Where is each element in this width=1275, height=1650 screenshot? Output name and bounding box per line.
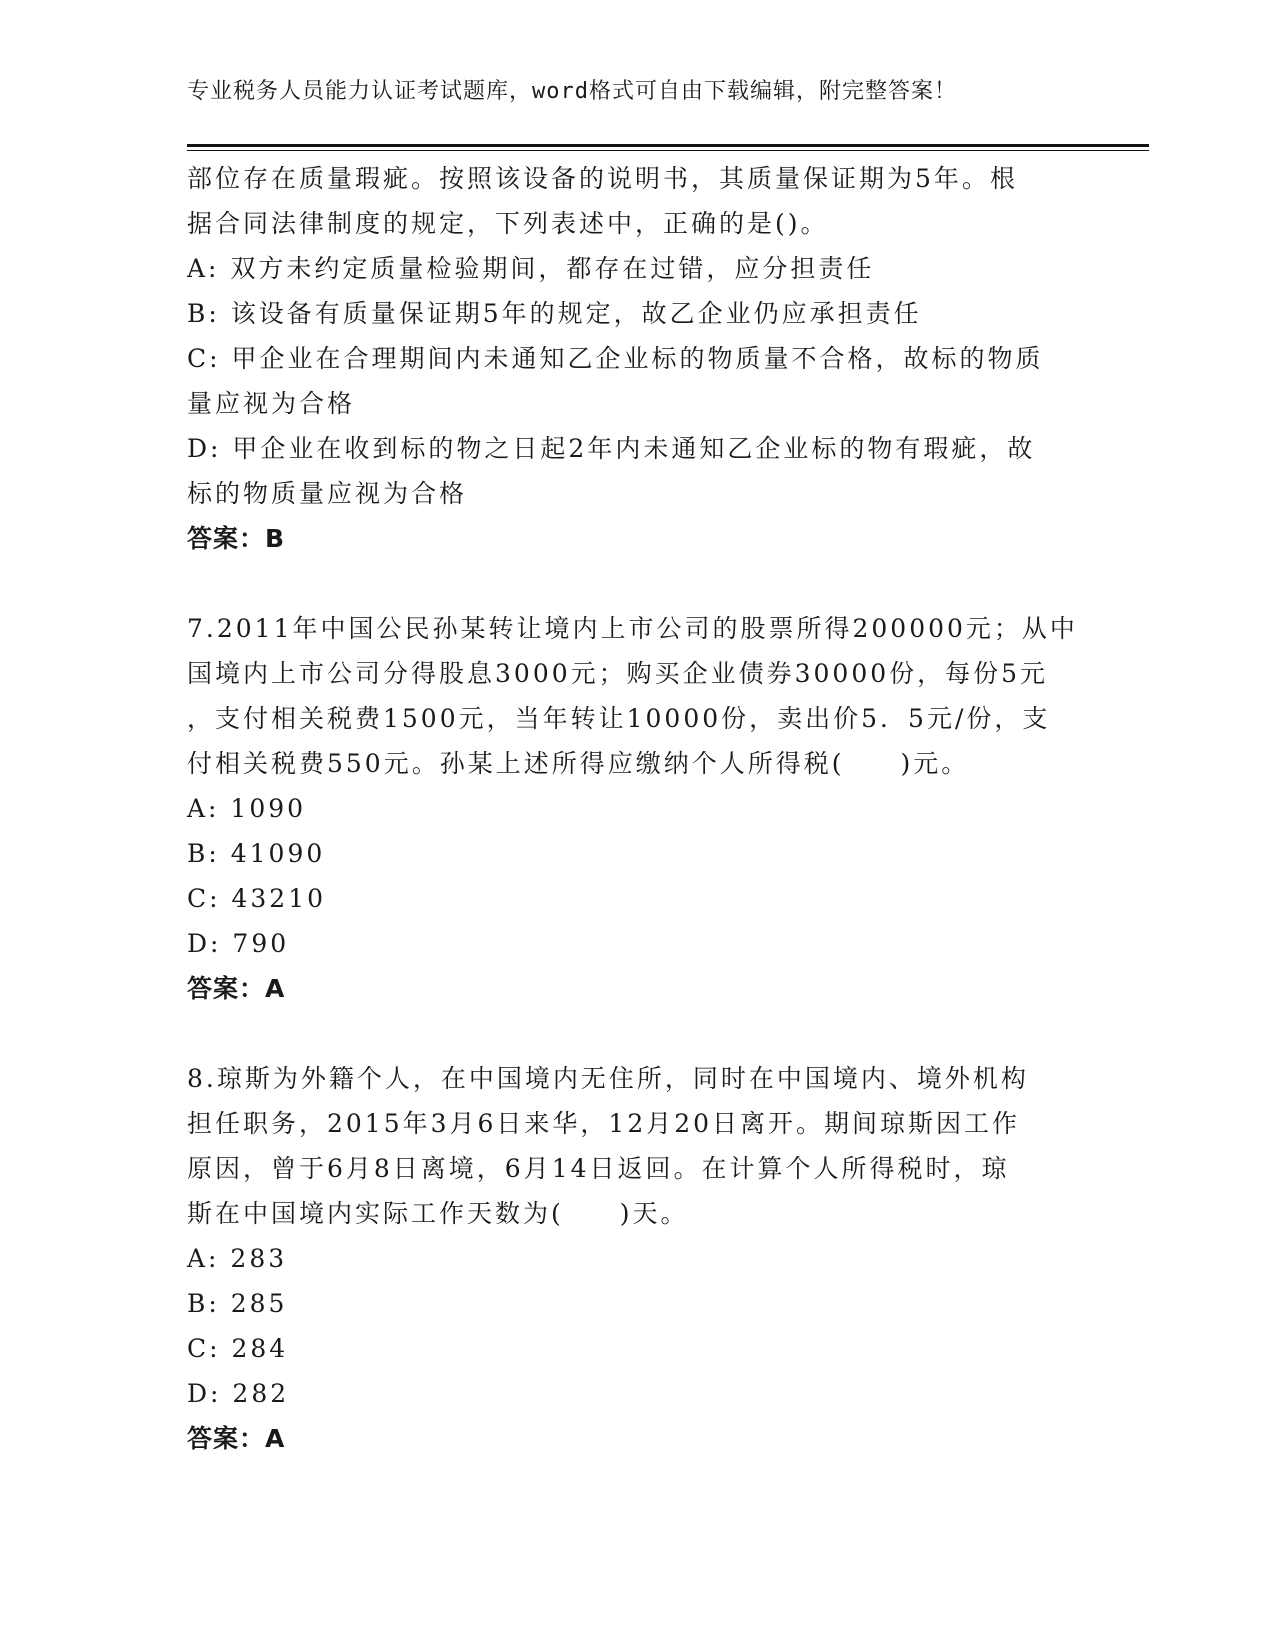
option-b: B: 41090 <box>187 839 326 868</box>
question-stem-line: 7.2011年中国公民孙某转让境内上市公司的股票所得200000元；从中 <box>187 614 1078 643</box>
option-a: A: 283 <box>187 1244 288 1273</box>
question-stem-line: ，支付相关税费1500元，当年转让10000份，卖出价5．5元/份，支 <box>187 704 1051 733</box>
question-stem-line: 斯在中国境内实际工作天数为( )天。 <box>187 1199 689 1228</box>
question-stem-line: 国境内上市公司分得股息3000元；购买企业债券30000份，每份5元 <box>187 659 1049 688</box>
question-list <box>187 156 1087 1461</box>
option-d: D: 甲企业在收到标的物之日起2年内未通知乙企业标的物有瑕疵，故 <box>187 434 1036 463</box>
option-a: A: 双方未约定质量检验期间，都存在过错，应分担责任 <box>187 254 875 283</box>
option-d-continued: 标的物质量应视为合格 <box>187 479 468 508</box>
option-c: C: 甲企业在合理期间内未通知乙企业标的物质量不合格，故标的物质 <box>187 344 1044 373</box>
spacer <box>187 1011 1087 1056</box>
option-c: C: 284 <box>187 1334 289 1363</box>
answer-label: 答案：A <box>187 1424 286 1453</box>
question-8 <box>187 1056 1087 1461</box>
option-c: C: 43210 <box>187 884 327 913</box>
answer-label: 答案：A <box>187 974 286 1003</box>
option-b: B: 285 <box>187 1289 288 1318</box>
question-stem-line: 原因，曾于6月8日离境，6月14日返回。在计算个人所得税时，琼 <box>187 1154 1010 1183</box>
question-stem-line: 8.琼斯为外籍个人，在中国境内无住所，同时在中国境内、境外机构 <box>187 1064 1029 1093</box>
question-stem-line: 部位存在质量瑕疵。按照该设备的说明书，其质量保证期为5年。根 <box>187 164 1018 193</box>
question-stem-line: 据合同法律制度的规定，下列表述中，正确的是()。 <box>187 209 829 238</box>
question-7 <box>187 606 1087 1011</box>
question-6 <box>187 156 1087 561</box>
option-b: B: 该设备有质量保证期5年的规定，故乙企业仍应承担责任 <box>187 299 922 328</box>
option-d: D: 790 <box>187 929 290 958</box>
header-rule-thin <box>187 150 1149 151</box>
page-header: 专业税务人员能力认证考试题库，word格式可自由下载编辑，附完整答案！ <box>187 79 957 104</box>
answer-label: 答案：B <box>187 524 286 553</box>
header-rule-thick <box>187 144 1149 147</box>
option-a: A: 1090 <box>187 794 307 823</box>
option-c-continued: 量应视为合格 <box>187 389 356 418</box>
spacer <box>187 561 1087 606</box>
question-stem-line: 担任职务，2015年3月6日来华，12月20日离开。期间琼斯因工作 <box>187 1109 1021 1138</box>
option-d: D: 282 <box>187 1379 290 1408</box>
question-stem-line: 付相关税费550元。孙某上述所得应缴纳个人所得税( )元。 <box>187 749 970 778</box>
